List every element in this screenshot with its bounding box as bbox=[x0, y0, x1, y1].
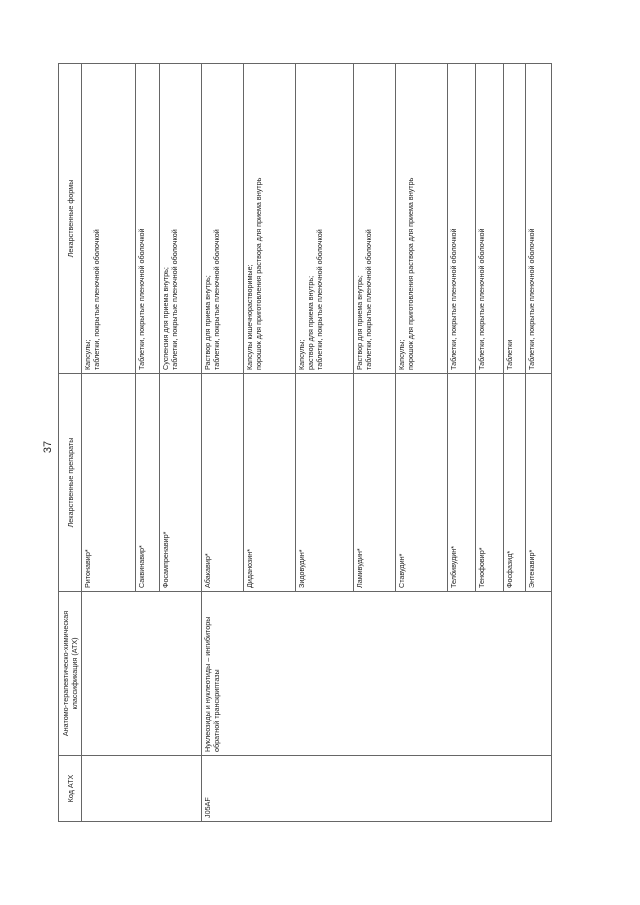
form-line: Суспензия для приема внутрь; bbox=[161, 267, 170, 370]
form-line: Таблетки bbox=[505, 339, 514, 370]
form-line: Раствор для приема внутрь; bbox=[355, 275, 364, 370]
cell-drug: Ставудин* bbox=[396, 374, 448, 592]
cell-code: J05AF bbox=[202, 756, 552, 822]
cell-drug: Ламивудин* bbox=[354, 374, 396, 592]
cell-drug: Тенофовир* bbox=[476, 374, 504, 592]
form-line: Капсулы; bbox=[297, 339, 306, 370]
cell-drug: Зидовудин* bbox=[296, 374, 354, 592]
header-code: Код АТХ bbox=[59, 756, 82, 822]
drug-table bbox=[58, 63, 552, 822]
cell-code bbox=[82, 756, 202, 822]
form-line: таблетки, покрытые пленочной оболочкой bbox=[364, 229, 373, 370]
cell-forms bbox=[526, 64, 552, 374]
form-line: раствор для приема внутрь; bbox=[306, 275, 315, 370]
form-line: таблетки, покрытые пленочной оболочкой bbox=[315, 229, 324, 370]
form-line: Капсулы; bbox=[83, 339, 92, 370]
form-line: таблетки, покрытые пленочной оболочкой bbox=[92, 229, 101, 370]
cell-forms bbox=[504, 64, 526, 374]
rotated-table-container bbox=[58, 64, 574, 822]
cell-drug: Фосфазид* bbox=[504, 374, 526, 592]
form-line: Капсулы кишечнорастворимые; bbox=[245, 264, 254, 370]
cell-forms bbox=[136, 64, 160, 374]
table-body bbox=[82, 64, 552, 822]
form-line: Таблетки, покрытые пленочной оболочкой bbox=[137, 228, 146, 370]
form-line: таблетки, покрытые пленочной оболочкой bbox=[170, 229, 179, 370]
table-header-row bbox=[59, 64, 82, 822]
cell-forms bbox=[244, 64, 296, 374]
form-line: таблетки, покрытые пленочной оболочкой bbox=[212, 229, 221, 370]
cell-atc bbox=[82, 592, 202, 756]
header-drugs: Лекарственные препараты bbox=[59, 374, 82, 592]
cell-forms bbox=[296, 64, 354, 374]
form-line: Таблетки, покрытые пленочной оболочкой bbox=[527, 228, 536, 370]
form-line: Раствор для приема внутрь; bbox=[203, 275, 212, 370]
cell-drug: Фосампренавир* bbox=[160, 374, 202, 592]
cell-forms bbox=[202, 64, 244, 374]
cell-drug: Диданозин* bbox=[244, 374, 296, 592]
form-line: Таблетки, покрытые пленочной оболочкой bbox=[477, 228, 486, 370]
cell-forms bbox=[354, 64, 396, 374]
cell-forms bbox=[160, 64, 202, 374]
form-line: порошок для приготовления раствора для приема внутрь bbox=[254, 177, 263, 370]
cell-forms bbox=[82, 64, 136, 374]
cell-forms bbox=[448, 64, 476, 374]
table-row bbox=[82, 64, 136, 822]
form-line: порошок для приготовления раствора для приема внутрь bbox=[406, 177, 415, 370]
header-forms: Лекарственные формы bbox=[59, 64, 82, 374]
form-line: Таблетки, покрытые пленочной оболочкой bbox=[449, 228, 458, 370]
header-atc: Анатомо-терапевтическо-химическая классификация (АТХ) bbox=[59, 592, 82, 756]
cell-drug: Телбивудин* bbox=[448, 374, 476, 592]
cell-atc: Нуклеозиды и нуклеотиды – ингибиторы обратной транскриптазы bbox=[202, 592, 552, 756]
cell-drug: Ритонавир* bbox=[82, 374, 136, 592]
page-number: 37 bbox=[42, 440, 54, 454]
form-line: Капсулы; bbox=[397, 339, 406, 370]
cell-drug: Энтекавир* bbox=[526, 374, 552, 592]
cell-drug: Саквинавир* bbox=[136, 374, 160, 592]
cell-forms bbox=[396, 64, 448, 374]
table-row bbox=[202, 64, 244, 822]
cell-forms bbox=[476, 64, 504, 374]
cell-drug: Абакавир* bbox=[202, 374, 244, 592]
